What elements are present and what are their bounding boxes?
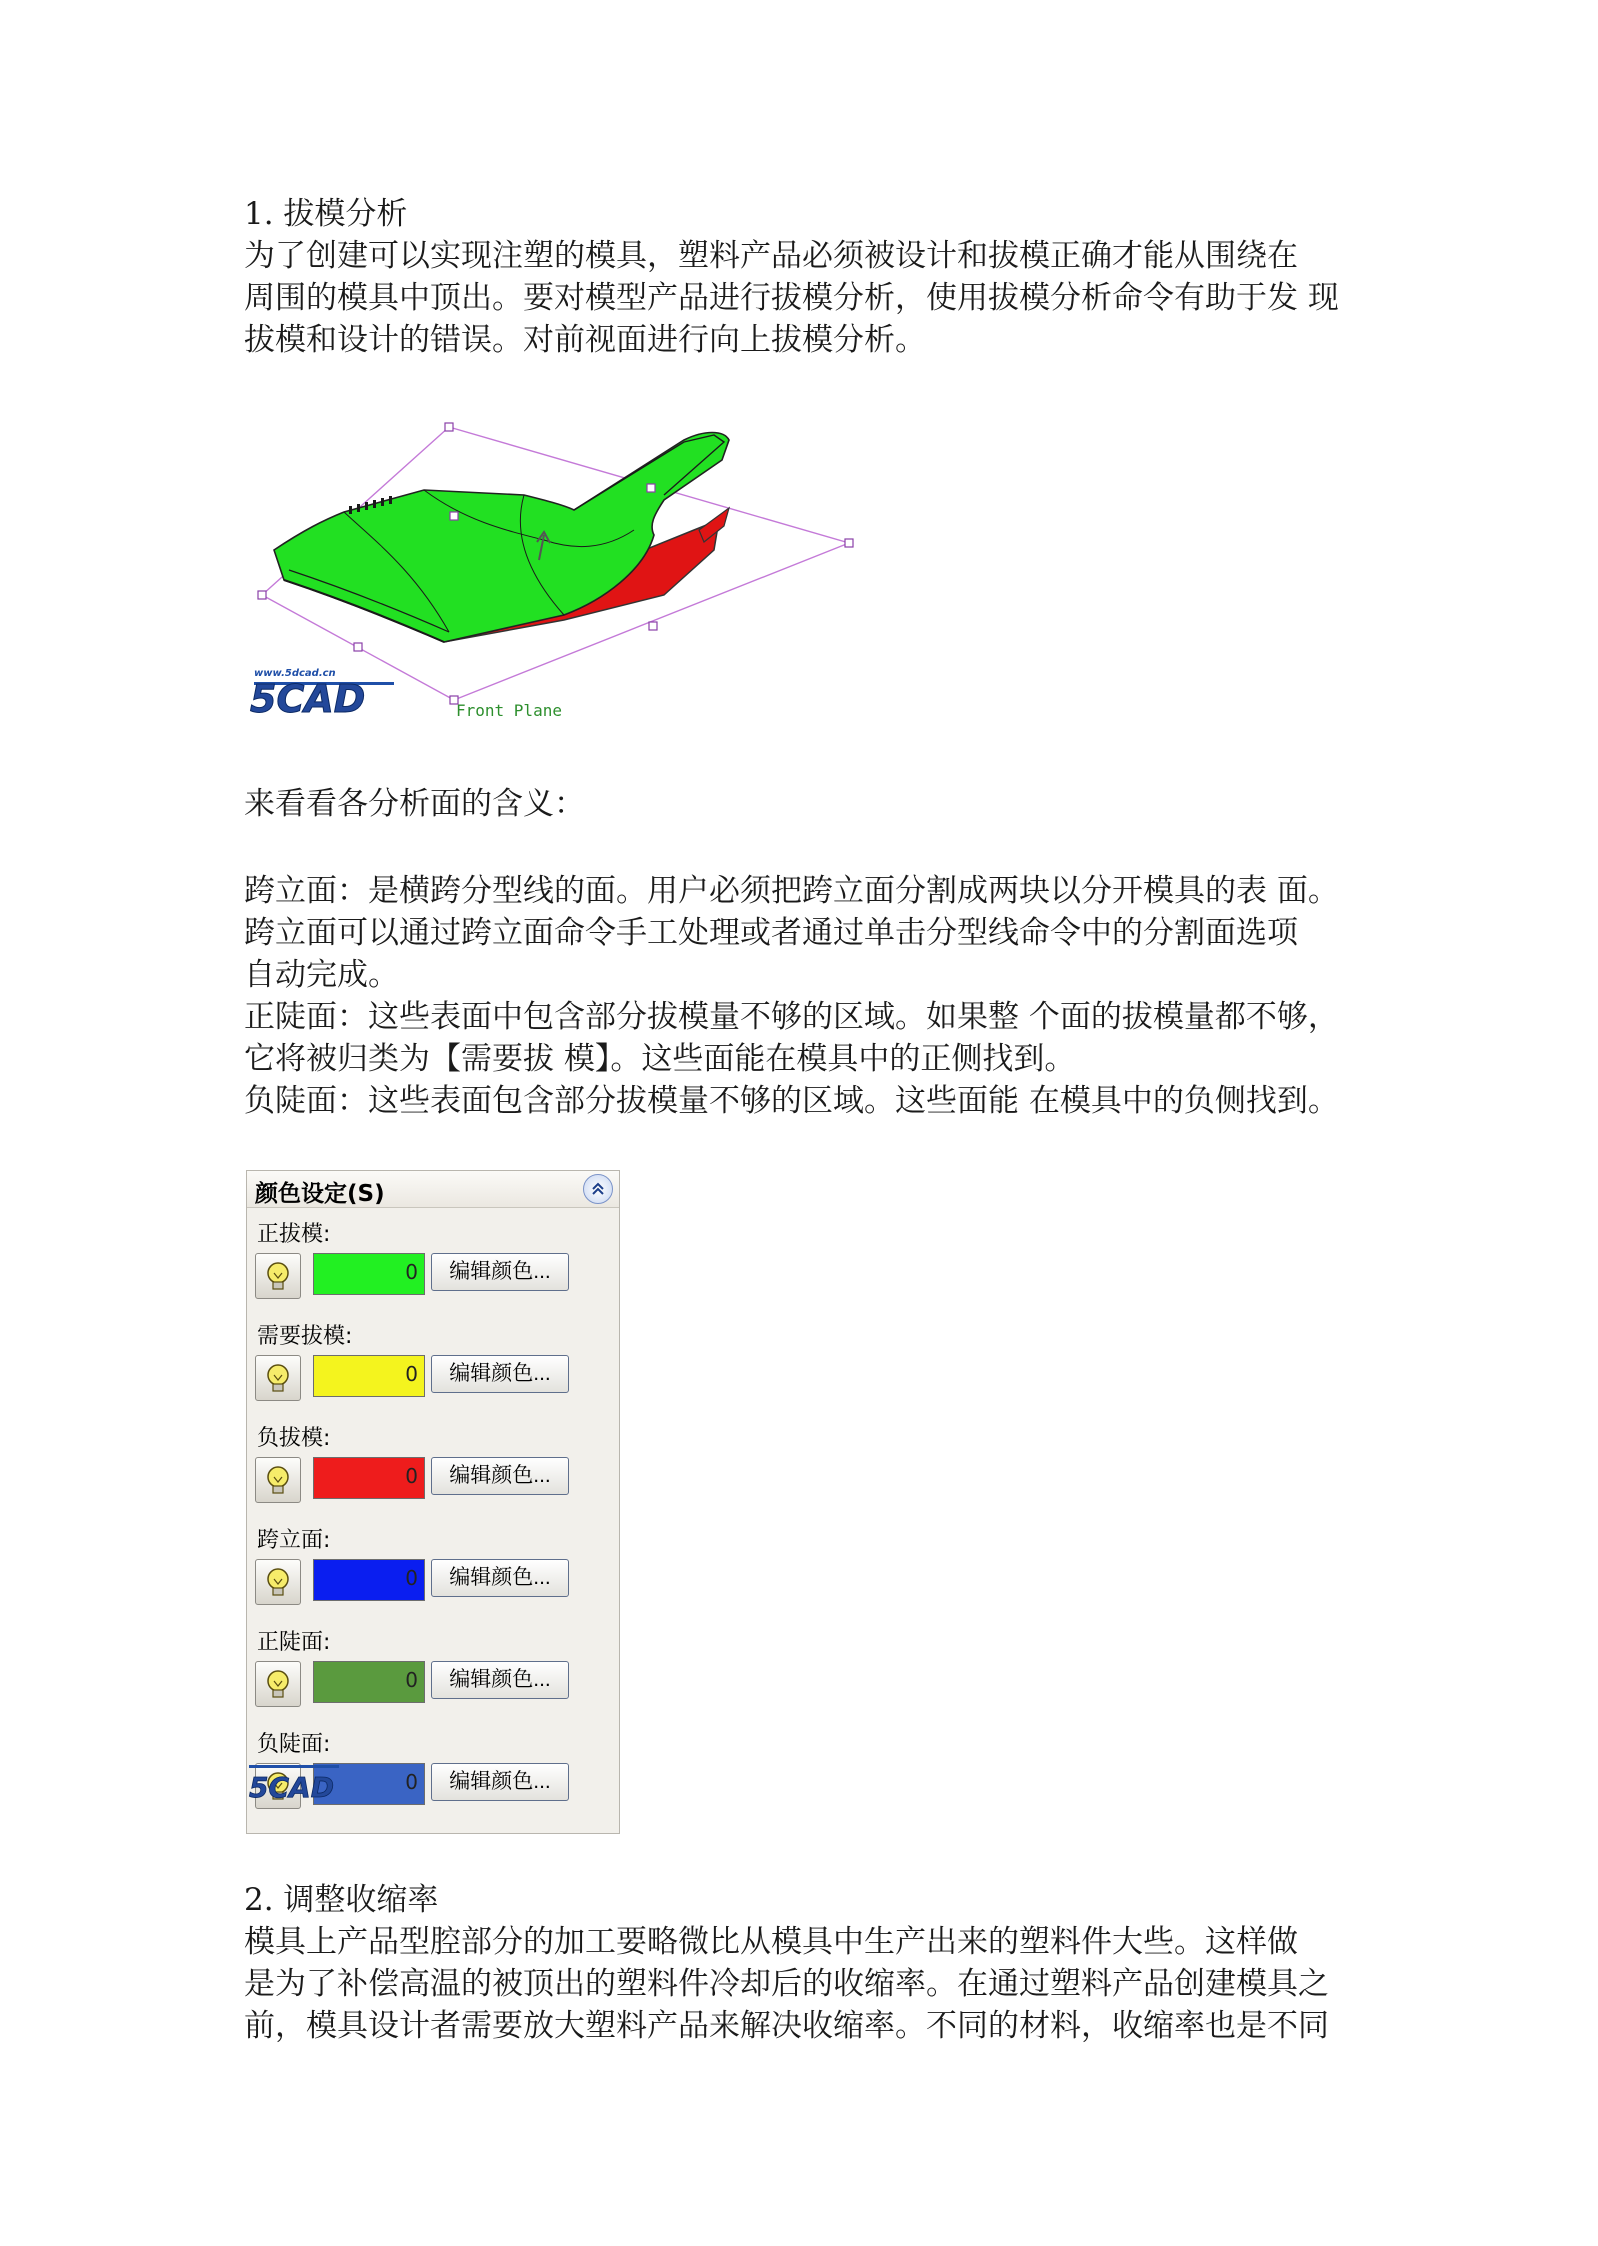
color-row-positive-draft [247,1215,619,1317]
green-positive-draft-surface [274,433,729,643]
color-row-label: 需要拔模: [257,1324,353,1349]
lightbulb-icon [256,1356,300,1400]
collapse-button[interactable] [583,1174,613,1204]
color-settings-panel [246,1170,620,1834]
section-2-line: 前，模具设计者需要放大塑料产品来解决收缩率。不同的材料，收缩率也是不同 [244,2008,1329,2044]
lightbulb-icon [256,1458,300,1502]
definition-line: 它将被归类为【需要拔 模】。这些面能在模具中的正侧找到。 [244,1041,1076,1077]
chevron-double-up-icon [590,1181,606,1197]
color-swatch [313,1559,425,1601]
intro-line: 周围的模具中顶出。要对模型产品进行拔模分析，使用拔模分析命令有助于发 现 [244,280,1339,316]
edit-color-button[interactable]: 编辑颜色... [431,1253,569,1291]
visibility-toggle-button[interactable] [255,1253,301,1299]
section-1-heading: 1. 拔模分析 [244,196,408,232]
visibility-toggle-button[interactable] [255,1559,301,1605]
color-row-label: 跨立面: [257,1528,331,1553]
definition-line: 负陡面：这些表面包含部分拔模量不够的区域。这些面能 在模具中的负侧找到。 [244,1083,1339,1119]
visibility-toggle-button[interactable] [255,1661,301,1707]
watermark-url: www.5dcad.cn [254,668,336,679]
color-swatch [313,1355,425,1397]
panel-header [247,1171,619,1208]
definition-line: 跨立面：是横跨分型线的面。用户必须把跨立面分割成两块以分开模具的表 面。 [244,873,1339,909]
swatch-value: 0 [405,1464,418,1488]
color-swatch [313,1457,425,1499]
definitions-block [244,870,1374,1122]
meaning-heading: 来看看各分析面的含义： [244,786,585,822]
color-row-label: 负陡面: [257,1732,331,1757]
color-row-label: 正陡面: [257,1630,331,1655]
front-plane-label: Front Plane [456,701,562,720]
color-row-label: 负拔模: [257,1426,331,1451]
color-row-requires-draft [247,1317,619,1419]
color-row-positive-steep [247,1623,619,1725]
5cad-watermark-logo [250,668,394,721]
watermark-logo-text: 5CAD [249,1771,334,1803]
color-row-negative-draft [247,1419,619,1521]
edit-color-button[interactable]: 编辑颜色... [431,1763,569,1801]
draft-analysis-figure [244,420,874,725]
swatch-value: 0 [405,1566,418,1590]
color-swatch [313,1253,425,1295]
color-row-straddle-face [247,1521,619,1623]
definition-line: 正陡面：这些表面中包含部分拔模量不够的区域。如果整 个面的拔模量都不够， [244,999,1339,1035]
watermark-logo-text: 5CAD [250,677,366,721]
section-2-text [244,1921,1374,2047]
section-2-heading: 2. 调整收缩率 [244,1882,439,1918]
swatch-value: 0 [405,1260,418,1284]
edit-color-button[interactable]: 编辑颜色... [431,1661,569,1699]
lightbulb-icon [256,1254,300,1298]
intro-line: 为了创建可以实现注塑的模具，塑料产品必须被设计和拔模正确才能从围绕在 [244,238,1298,274]
section-2-line: 模具上产品型腔部分的加工要略微比从模具中生产出来的塑料件大些。这样做 [244,1924,1298,1960]
5cad-watermark-logo [247,1763,347,1803]
section-2-line: 是为了补偿高温的被顶出的塑料件冷却后的收缩率。在通过塑料产品创建模具之 [244,1966,1329,2002]
swatch-value: 0 [405,1770,418,1794]
edit-color-button[interactable]: 编辑颜色... [431,1559,569,1597]
color-swatch [313,1661,425,1703]
intro-line: 拔模和设计的错误。对前视面进行向上拔模分析。 [244,322,926,358]
edit-color-button[interactable]: 编辑颜色... [431,1355,569,1393]
swatch-value: 0 [405,1668,418,1692]
definition-line: 跨立面可以通过跨立面命令手工处理或者通过单击分型线命令中的分割面选项 [244,915,1298,951]
lightbulb-icon [256,1560,300,1604]
visibility-toggle-button[interactable] [255,1457,301,1503]
panel-title: 颜色设定(S) [255,1181,385,1207]
swatch-value: 0 [405,1362,418,1386]
visibility-toggle-button[interactable] [255,1355,301,1401]
edit-color-button[interactable]: 编辑颜色... [431,1457,569,1495]
color-row-label: 正拔模: [257,1222,331,1247]
lightbulb-icon [256,1662,300,1706]
section-1-intro [244,235,1374,361]
definition-line: 自动完成。 [244,957,399,993]
